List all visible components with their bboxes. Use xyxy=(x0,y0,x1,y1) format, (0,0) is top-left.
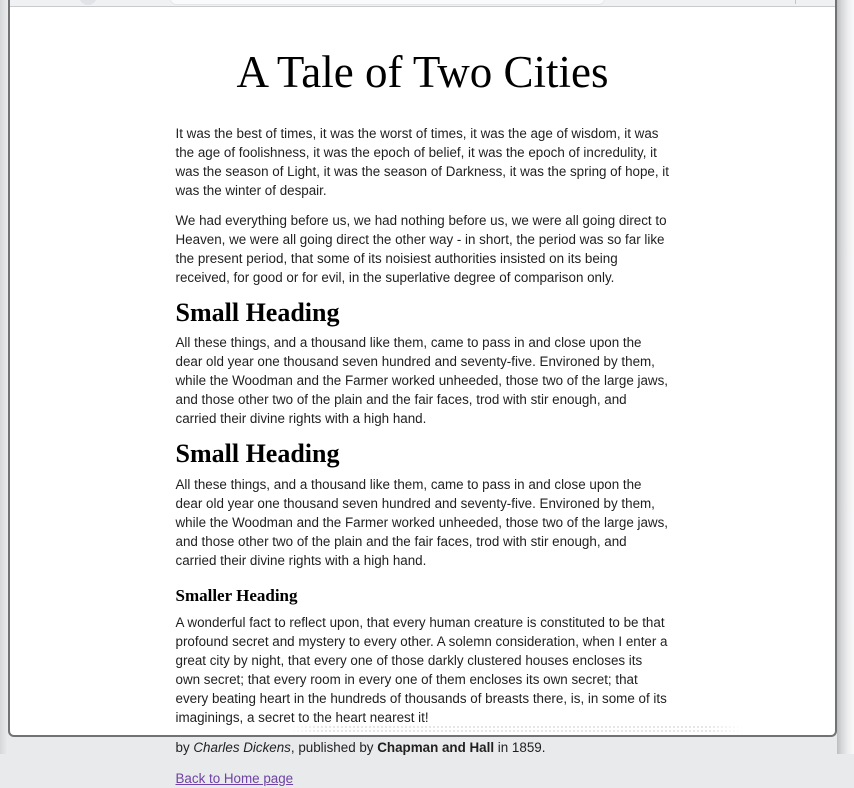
back-to-home-link[interactable]: Back to Home page xyxy=(175,770,294,786)
byline-suffix: in 1859. xyxy=(494,739,546,755)
byline-author: Charles Dickens xyxy=(193,739,291,755)
desktop-background-right xyxy=(837,0,854,754)
section-body-2: All these things, and a thousand like them, came to pass in and close upon the dear old year one thousand seven hundred and seventy-five. Environed by them, while the Woodman and the Farmer worked unheeded, those two of the large jaws, and those other two of the plain and the fair faces, trod with stir enough, and carried their divine rights with a high hand. xyxy=(175,477,669,569)
toolbar-divider xyxy=(795,0,796,4)
desktop-background-left xyxy=(0,0,8,754)
section-heading-2: Small Heading xyxy=(175,439,340,469)
byline-publisher: Chapman and Hall xyxy=(377,739,495,755)
byline-prefix: by xyxy=(175,739,194,755)
intro-paragraph-1: It was the best of times, it was the worst of times, it was the age of wisdom, it was the age of foolishness, it was the epoch of belief, it was the epoch of incredulity, it was the season of Light, it was the season of Darkness, it was the spring of hope, it was the winter of despair. xyxy=(175,125,669,198)
browser-window xyxy=(8,0,837,786)
address-bar[interactable] xyxy=(170,0,605,5)
page-title: A Tale of Two Cities xyxy=(236,47,609,97)
section-heading-1: Small Heading xyxy=(175,297,340,327)
toolbar-button[interactable] xyxy=(79,0,97,5)
byline-middle: , published by xyxy=(290,739,378,755)
page-content xyxy=(176,48,670,788)
link-row xyxy=(176,769,670,788)
render-artifact-strip xyxy=(288,725,743,733)
intro-paragraph-2: We had everything before us, we had nothing before us, we were all going direct to Heaven, we were all going direct the other way - in short, the period was so far like the present period, that some of its noisiest authorities insisted on its being received, for good or for evil, in the superlative degree of comparison only. xyxy=(175,212,667,285)
byline xyxy=(176,738,670,757)
section-heading-3: Smaller Heading xyxy=(175,586,298,606)
section-body-1: All these things, and a thousand like them, came to pass in and close upon the dear old year one thousand seven hundred and seventy-five. Environed by them, while the Woodman and the Farmer worked unheeded, those two of the large jaws, and those other two of the plain and the fair faces, trod with stir enough, and carried their divine rights with a high hand. xyxy=(175,335,669,427)
browser-toolbar xyxy=(10,0,835,7)
section-body-3: A wonderful fact to reflect upon, that every human creature is constituted to be that profound secret and mystery to every other. A solemn consideration, when I enter a great city by night, that every one of those darkly clustered houses encloses its own secret; that every room in every one of them encloses its own secret; that every beating heart in the hundreds of thousands of breasts there, is, in some of its imaginings, a secret to the heart nearest it! xyxy=(175,614,668,725)
